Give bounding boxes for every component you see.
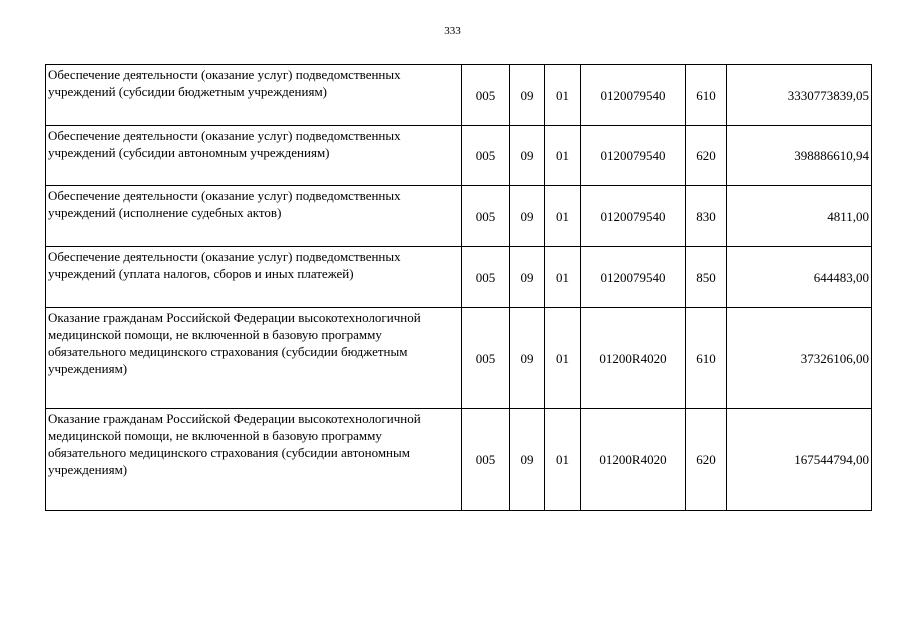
section-code: 09 — [510, 65, 545, 126]
subsection-code: 01 — [545, 247, 581, 308]
subsection-code: 01 — [545, 126, 581, 186]
department-code: 005 — [462, 65, 510, 126]
table-row — [46, 126, 872, 186]
amount: 644483,00 — [727, 247, 872, 308]
department-code: 005 — [462, 308, 510, 409]
section-code: 09 — [510, 186, 545, 247]
expense-type-code: 610 — [686, 308, 727, 409]
expense-type-code: 620 — [686, 409, 727, 511]
target-article-code: 0120079540 — [581, 126, 686, 186]
table-row — [46, 409, 872, 511]
section-code: 09 — [510, 247, 545, 308]
table-row — [46, 65, 872, 126]
row-description: Оказание гражданам Российской Федерации высокотехнологичной медицинской помощи, не включенной в базовую программу обязательного медицинского страхования (субсидии автономным учреждениям) — [46, 409, 462, 511]
section-code: 09 — [510, 308, 545, 409]
amount: 37326106,00 — [727, 308, 872, 409]
subsection-code: 01 — [545, 186, 581, 247]
amount: 3330773839,05 — [727, 65, 872, 126]
table-row — [46, 308, 872, 409]
expense-type-code: 830 — [686, 186, 727, 247]
department-code: 005 — [462, 126, 510, 186]
department-code: 005 — [462, 247, 510, 308]
row-description: Обеспечение деятельности (оказание услуг) подведомственных учреждений (уплата налогов, сборов и иных платежей) — [46, 247, 462, 308]
target-article-code: 01200R4020 — [581, 409, 686, 511]
amount: 167544794,00 — [727, 409, 872, 511]
expense-type-code: 850 — [686, 247, 727, 308]
row-description: Обеспечение деятельности (оказание услуг) подведомственных учреждений (субсидии бюджетным учреждениям) — [46, 65, 462, 126]
target-article-code: 01200R4020 — [581, 308, 686, 409]
budget-table — [45, 64, 872, 511]
table-row — [46, 247, 872, 308]
subsection-code: 01 — [545, 308, 581, 409]
expense-type-code: 620 — [686, 126, 727, 186]
page-number: 333 — [444, 25, 461, 37]
section-code: 09 — [510, 409, 545, 511]
target-article-code: 0120079540 — [581, 247, 686, 308]
target-article-code: 0120079540 — [581, 186, 686, 247]
row-description: Обеспечение деятельности (оказание услуг) подведомственных учреждений (исполнение судебных актов) — [46, 186, 462, 247]
target-article-code: 0120079540 — [581, 65, 686, 126]
row-description: Оказание гражданам Российской Федерации высокотехнологичной медицинской помощи, не включенной в базовую программу обязательного медицинского страхования (субсидии бюджетным учреждениям) — [46, 308, 462, 409]
table-row — [46, 186, 872, 247]
section-code: 09 — [510, 126, 545, 186]
row-description: Обеспечение деятельности (оказание услуг) подведомственных учреждений (субсидии автономным учреждениям) — [46, 126, 462, 186]
amount: 398886610,94 — [727, 126, 872, 186]
department-code: 005 — [462, 409, 510, 511]
subsection-code: 01 — [545, 409, 581, 511]
department-code: 005 — [462, 186, 510, 247]
expense-type-code: 610 — [686, 65, 727, 126]
amount: 4811,00 — [727, 186, 872, 247]
subsection-code: 01 — [545, 65, 581, 126]
